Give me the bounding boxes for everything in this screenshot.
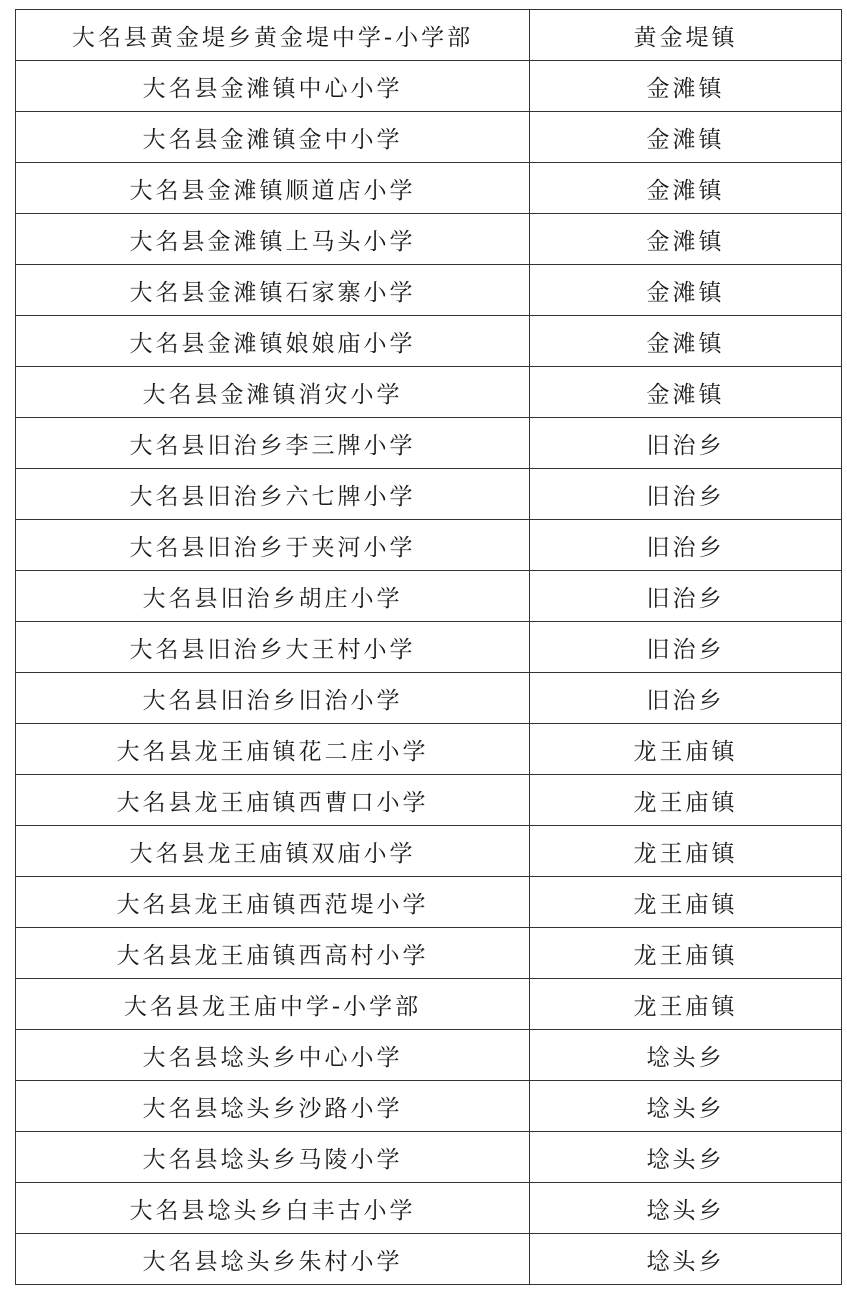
school-name-cell: 大名县旧治乡大王村小学	[16, 622, 530, 673]
table-row	[16, 316, 842, 367]
school-name-cell: 大名县金滩镇中心小学	[16, 61, 530, 112]
school-name-cell: 大名县金滩镇娘娘庙小学	[16, 316, 530, 367]
school-name-cell: 大名县埝头乡中心小学	[16, 1030, 530, 1081]
town-cell: 旧治乡	[530, 418, 842, 469]
town-cell: 龙王庙镇	[530, 979, 842, 1030]
school-name-cell: 大名县旧治乡李三牌小学	[16, 418, 530, 469]
school-name-cell: 大名县龙王庙镇西曹口小学	[16, 775, 530, 826]
town-cell: 埝头乡	[530, 1183, 842, 1234]
town-cell: 金滩镇	[530, 112, 842, 163]
town-cell: 旧治乡	[530, 571, 842, 622]
school-table-body	[16, 10, 842, 1285]
school-name-cell: 大名县埝头乡马陵小学	[16, 1132, 530, 1183]
town-cell: 旧治乡	[530, 469, 842, 520]
school-name-cell: 大名县金滩镇上马头小学	[16, 214, 530, 265]
table-row	[16, 622, 842, 673]
table-row	[16, 367, 842, 418]
town-cell: 埝头乡	[530, 1132, 842, 1183]
table-row	[16, 826, 842, 877]
table-row	[16, 214, 842, 265]
town-cell: 龙王庙镇	[530, 724, 842, 775]
table-row	[16, 469, 842, 520]
table-row	[16, 1234, 842, 1285]
school-name-cell: 大名县埝头乡朱村小学	[16, 1234, 530, 1285]
table-row	[16, 1183, 842, 1234]
town-cell: 龙王庙镇	[530, 877, 842, 928]
school-name-cell: 大名县黄金堤乡黄金堤中学-小学部	[16, 10, 530, 61]
school-name-cell: 大名县金滩镇石家寨小学	[16, 265, 530, 316]
school-table	[15, 9, 842, 1285]
town-cell: 旧治乡	[530, 520, 842, 571]
town-cell: 金滩镇	[530, 316, 842, 367]
school-name-cell: 大名县埝头乡白丰古小学	[16, 1183, 530, 1234]
town-cell: 金滩镇	[530, 163, 842, 214]
school-name-cell: 大名县金滩镇消灾小学	[16, 367, 530, 418]
town-cell: 旧治乡	[530, 622, 842, 673]
table-row	[16, 877, 842, 928]
table-row	[16, 1081, 842, 1132]
table-row	[16, 673, 842, 724]
table-row	[16, 1030, 842, 1081]
town-cell: 埝头乡	[530, 1030, 842, 1081]
table-row	[16, 1132, 842, 1183]
town-cell: 金滩镇	[530, 367, 842, 418]
town-cell: 埝头乡	[530, 1081, 842, 1132]
table-row	[16, 775, 842, 826]
town-cell: 金滩镇	[530, 61, 842, 112]
table-row	[16, 112, 842, 163]
table-row	[16, 163, 842, 214]
table-row	[16, 265, 842, 316]
school-name-cell: 大名县旧治乡于夹河小学	[16, 520, 530, 571]
school-name-cell: 大名县金滩镇顺道店小学	[16, 163, 530, 214]
school-name-cell: 大名县埝头乡沙路小学	[16, 1081, 530, 1132]
town-cell: 龙王庙镇	[530, 826, 842, 877]
school-name-cell: 大名县旧治乡六七牌小学	[16, 469, 530, 520]
table-row	[16, 571, 842, 622]
town-cell: 埝头乡	[530, 1234, 842, 1285]
school-table-container	[15, 9, 841, 1285]
town-cell: 金滩镇	[530, 214, 842, 265]
school-name-cell: 大名县龙王庙镇花二庄小学	[16, 724, 530, 775]
school-name-cell: 大名县金滩镇金中小学	[16, 112, 530, 163]
table-row	[16, 979, 842, 1030]
table-row	[16, 10, 842, 61]
school-name-cell: 大名县旧治乡胡庄小学	[16, 571, 530, 622]
town-cell: 龙王庙镇	[530, 775, 842, 826]
town-cell: 龙王庙镇	[530, 928, 842, 979]
school-name-cell: 大名县龙王庙镇西高村小学	[16, 928, 530, 979]
school-name-cell: 大名县龙王庙镇双庙小学	[16, 826, 530, 877]
school-name-cell: 大名县龙王庙镇西范堤小学	[16, 877, 530, 928]
table-row	[16, 520, 842, 571]
town-cell: 黄金堤镇	[530, 10, 842, 61]
table-row	[16, 928, 842, 979]
school-name-cell: 大名县旧治乡旧治小学	[16, 673, 530, 724]
town-cell: 旧治乡	[530, 673, 842, 724]
school-name-cell: 大名县龙王庙中学-小学部	[16, 979, 530, 1030]
table-row	[16, 724, 842, 775]
table-row	[16, 418, 842, 469]
town-cell: 金滩镇	[530, 265, 842, 316]
table-row	[16, 61, 842, 112]
